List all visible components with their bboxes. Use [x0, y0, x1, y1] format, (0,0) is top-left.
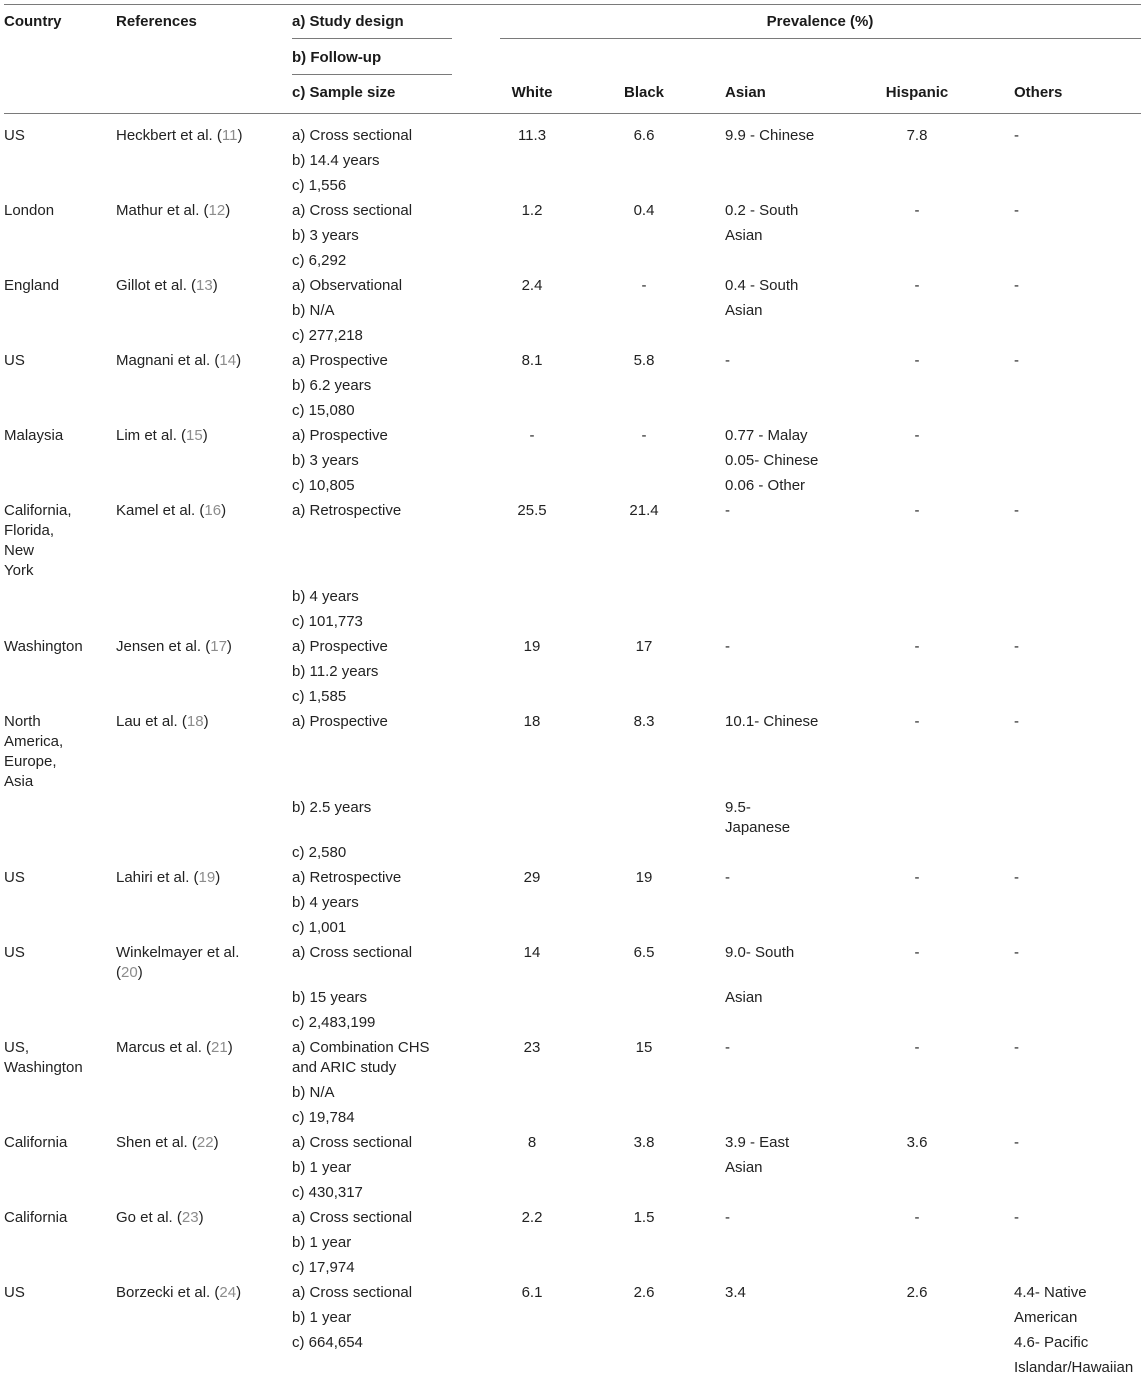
reference-author: Kamel et al.	[116, 502, 196, 519]
cell-others: -	[1014, 869, 1019, 886]
cell-design-line: a) Cross sectional	[292, 944, 413, 961]
cell-black: 6.5	[633, 944, 655, 961]
cell-design-line: a) Prospective	[292, 638, 388, 655]
reference-number-link[interactable]: 22	[196, 1134, 214, 1151]
cell-hispanic: 2.6	[906, 1284, 928, 1301]
cell-black: 2.6	[633, 1284, 655, 1301]
cell-asian: -	[725, 638, 730, 655]
cell-hispanic: -	[914, 1209, 920, 1226]
prevalence-divider	[500, 38, 1141, 39]
cell-asian: -	[725, 869, 730, 886]
reference-open-paren: (	[176, 427, 187, 444]
cell-hispanic: -	[914, 277, 920, 294]
cell-hispanic: -	[914, 352, 920, 369]
cell-black: -	[641, 277, 647, 294]
reference-open-paren: (	[177, 713, 187, 730]
cell-country: London	[4, 202, 55, 219]
cell-white: 2.2	[521, 1209, 543, 1226]
cell-hispanic: -	[914, 944, 920, 961]
header-hispanic: Hispanic	[885, 84, 949, 101]
cell-design-line: c) 10,805	[292, 477, 355, 494]
reference-close-paren: )	[236, 352, 242, 369]
cell-asian: 0.06 - Other	[725, 477, 806, 494]
cell-country: Malaysia	[4, 427, 64, 444]
reference-open-paren: (	[212, 127, 222, 144]
cell-design-line: a) Prospective	[292, 352, 388, 369]
reference-number-link[interactable]: 24	[219, 1284, 237, 1301]
cell-asian: -	[725, 1039, 730, 1056]
cell-design-line: c) 6,292	[292, 252, 347, 269]
cell-asian: 0.4 - South	[725, 277, 799, 294]
reference-number-link[interactable]: 11	[221, 127, 238, 144]
cell-black: 15	[635, 1039, 653, 1056]
reference-author: Shen et al.	[116, 1134, 188, 1151]
cell-reference	[116, 1208, 266, 1228]
cell-white: 1.2	[521, 202, 543, 219]
top-rule	[4, 4, 1141, 5]
cell-white: 2.4	[521, 277, 543, 294]
header-follow-up: b) Follow-up	[292, 49, 382, 66]
cell-design-line: b) 3 years	[292, 227, 359, 244]
cell-reference	[116, 943, 266, 983]
cell-reference	[116, 1133, 266, 1153]
cell-black: 0.4	[633, 202, 655, 219]
cell-asian: Asian	[725, 989, 763, 1006]
cell-others: Islandar/Hawaiian	[1014, 1359, 1134, 1376]
cell-reference	[116, 201, 266, 221]
cell-design-line: c) 2,580	[292, 844, 347, 861]
cell-others: -	[1014, 502, 1019, 519]
cell-white: 14	[523, 944, 541, 961]
cell-hispanic: -	[914, 202, 920, 219]
cell-black: 17	[635, 638, 653, 655]
cell-asian: 9.0- South	[725, 944, 795, 961]
cell-design-line: b) 1 year	[292, 1234, 352, 1251]
cell-country: North	[4, 713, 41, 730]
cell-country: New	[4, 542, 35, 559]
cell-design-line: a) Retrospective	[292, 869, 402, 886]
cell-country: Washington	[4, 638, 83, 655]
reference-close-paren: )	[213, 1134, 219, 1151]
cell-others: -	[1014, 352, 1019, 369]
reference-number-link[interactable]: 23	[181, 1209, 199, 1226]
cell-reference	[116, 637, 266, 657]
reference-close-paren: )	[236, 1284, 242, 1301]
cell-country: US	[4, 1284, 25, 1301]
cell-country: Europe,	[4, 753, 57, 770]
cell-design-line: c) 17,974	[292, 1259, 355, 1276]
reference-close-paren: )	[237, 127, 243, 144]
cell-white: 11.3	[517, 127, 547, 144]
cell-hispanic: -	[914, 427, 920, 444]
header-asian: Asian	[725, 84, 766, 101]
cell-reference	[116, 712, 266, 732]
reference-author: Jensen et al.	[116, 638, 202, 655]
cell-hispanic: 7.8	[906, 127, 928, 144]
cell-black: 3.8	[633, 1134, 655, 1151]
reference-number-link[interactable]: 16	[204, 502, 222, 519]
cell-design-line: c) 430,317	[292, 1184, 363, 1201]
cell-hispanic: -	[914, 638, 920, 655]
cell-others: -	[1014, 1134, 1019, 1151]
header-country: Country	[4, 13, 62, 30]
cell-others: -	[1014, 713, 1019, 730]
reference-open-paren: (	[201, 1039, 212, 1056]
cell-design-line: c) 101,773	[292, 613, 363, 630]
cell-design-line: c) 1,585	[292, 688, 347, 705]
cell-asian: 9.5-	[725, 799, 751, 816]
reference-author: Lahiri et al.	[116, 869, 190, 886]
cell-black: 6.6	[633, 127, 655, 144]
cell-white: 23	[523, 1039, 541, 1056]
cell-design-line: a) Cross sectional	[292, 127, 413, 144]
cell-others: -	[1014, 944, 1019, 961]
cell-reference	[116, 126, 266, 146]
reference-close-paren: )	[203, 713, 209, 730]
reference-author: Marcus et al.	[116, 1039, 202, 1056]
cell-white: -	[529, 427, 535, 444]
cell-design-line: c) 664,654	[292, 1334, 363, 1351]
cell-asian: 0.77 - Malay	[725, 427, 808, 444]
header-white: White	[511, 84, 553, 101]
reference-close-paren: )	[226, 638, 232, 655]
cell-design-line: c) 1,556	[292, 177, 347, 194]
cell-reference	[116, 276, 266, 296]
cell-black: 19	[635, 869, 653, 886]
cell-asian: -	[725, 352, 730, 369]
cell-design-line: c) 1,001	[292, 919, 347, 936]
cell-design-line: b) 14.4 years	[292, 152, 380, 169]
cell-black: 8.3	[633, 713, 655, 730]
header-references: References	[116, 13, 197, 30]
cell-design-line: a) Combination CHS	[292, 1039, 430, 1056]
cell-design-line: b) N/A	[292, 302, 335, 319]
reference-author: Lim et al.	[116, 427, 177, 444]
reference-author: Borzecki et al.	[116, 1284, 211, 1301]
cell-black: 1.5	[633, 1209, 655, 1226]
cell-design-line: a) Cross sectional	[292, 1134, 413, 1151]
cell-others: -	[1014, 638, 1019, 655]
cell-reference	[116, 868, 266, 888]
reference-close-paren: )	[137, 964, 143, 981]
cell-country: England	[4, 277, 60, 294]
cell-hispanic: -	[914, 869, 920, 886]
cell-asian: 0.2 - South	[725, 202, 799, 219]
reference-author: Mathur et al.	[116, 202, 200, 219]
reference-close-paren: )	[202, 427, 208, 444]
reference-number-link[interactable]: 17	[210, 638, 227, 655]
cell-white: 29	[523, 869, 541, 886]
cell-reference	[116, 351, 266, 371]
cell-design-line: a) Observational	[292, 277, 403, 294]
reference-author: Gillot et al.	[116, 277, 187, 294]
cell-design-line: b) 1 year	[292, 1309, 352, 1326]
cell-country: US	[4, 869, 25, 886]
cell-country: California	[4, 1209, 68, 1226]
cell-hispanic: 3.6	[906, 1134, 928, 1151]
cell-white: 8.1	[521, 352, 543, 369]
cell-black: -	[641, 427, 647, 444]
cell-asian: -	[725, 502, 730, 519]
reference-open-paren: (	[189, 869, 199, 886]
cell-country: California,	[4, 502, 72, 519]
cell-country: US	[4, 352, 25, 369]
cell-others: -	[1014, 127, 1019, 144]
cell-design-line: a) Cross sectional	[292, 1209, 413, 1226]
reference-close-paren: )	[227, 1039, 233, 1056]
cell-design-line: b) 4 years	[292, 588, 359, 605]
cell-design-line: c) 277,218	[292, 327, 363, 344]
reference-number-link[interactable]: 19	[198, 869, 216, 886]
reference-number-link[interactable]: 12	[208, 202, 226, 219]
reference-close-paren: )	[215, 869, 221, 886]
cell-design-line: c) 15,080	[292, 402, 355, 419]
cell-hispanic: -	[914, 1039, 920, 1056]
cell-design-line: b) 15 years	[292, 989, 368, 1006]
cell-country: US	[4, 127, 25, 144]
reference-author: Magnani et al.	[116, 352, 211, 369]
cell-asian: 10.1- Chinese	[725, 713, 819, 730]
cell-white: 19	[523, 638, 541, 655]
cell-country: Asia	[4, 773, 34, 790]
cell-others: -	[1014, 202, 1019, 219]
cell-others: -	[1014, 1039, 1019, 1056]
cell-others: 4.6- Pacific	[1014, 1334, 1089, 1351]
cell-white: 6.1	[521, 1284, 543, 1301]
reference-open-paren: (	[210, 1284, 220, 1301]
cell-white: 8	[527, 1134, 537, 1151]
reference-close-paren: )	[212, 277, 218, 294]
cell-design-line: b) 11.2 years	[292, 663, 379, 680]
reference-number-link[interactable]: 14	[219, 352, 237, 369]
cell-asian: 3.4	[725, 1284, 746, 1301]
cell-country: York	[4, 562, 34, 579]
cell-hispanic: -	[914, 502, 920, 519]
cell-reference	[116, 1038, 266, 1058]
cell-black: 5.8	[633, 352, 655, 369]
cell-country: California	[4, 1134, 68, 1151]
cell-country: US,	[4, 1039, 30, 1056]
reference-number-link[interactable]: 15	[186, 427, 203, 444]
cell-reference	[116, 1283, 266, 1303]
cell-others: -	[1014, 277, 1019, 294]
cell-white: 18	[523, 713, 541, 730]
cell-asian: Japanese	[725, 819, 791, 836]
cell-design-line: b) 4 years	[292, 894, 359, 911]
reference-author: Lau et al.	[116, 713, 178, 730]
cell-white: 25.5	[517, 502, 547, 519]
cell-reference	[116, 426, 266, 446]
reference-close-paren: )	[198, 1209, 204, 1226]
cell-design-line: b) N/A	[292, 1084, 335, 1101]
cell-design-line: c) 2,483,199	[292, 1014, 376, 1031]
reference-number-link[interactable]: 13	[196, 277, 213, 294]
study-design-divider	[292, 38, 452, 39]
reference-open-paren: (	[172, 1209, 182, 1226]
reference-open-paren: (	[199, 202, 209, 219]
cell-design-line: a) Cross sectional	[292, 1284, 413, 1301]
cell-country: America,	[4, 733, 64, 750]
cell-design-line: c) 19,784	[292, 1109, 355, 1126]
cell-country: Washington	[4, 1059, 83, 1076]
cell-design-line: and ARIC study	[292, 1059, 397, 1076]
reference-author: Go et al.	[116, 1209, 173, 1226]
reference-open-paren: (	[116, 964, 121, 981]
reference-close-paren: )	[221, 502, 227, 519]
reference-open-paren: (	[201, 638, 211, 655]
reference-number-link[interactable]: 21	[211, 1039, 228, 1056]
reference-open-paren: (	[186, 277, 197, 294]
cell-design-line: b) 3 years	[292, 452, 359, 469]
reference-number-link[interactable]: 18	[186, 713, 204, 730]
cell-asian: Asian	[725, 302, 763, 319]
cell-asian: -	[725, 1209, 730, 1226]
cell-design-line: a) Cross sectional	[292, 202, 413, 219]
cell-design-line: a) Retrospective	[292, 502, 402, 519]
header-bottom-rule	[4, 113, 1141, 114]
cell-hispanic: -	[914, 713, 920, 730]
cell-asian: 9.9 - Chinese	[725, 127, 815, 144]
reference-open-paren: (	[210, 352, 220, 369]
reference-author: Heckbert et al.	[116, 127, 213, 144]
header-study-design: a) Study design	[292, 13, 404, 30]
header-others: Others	[1014, 84, 1063, 101]
cell-design-line: b) 2.5 years	[292, 799, 372, 816]
cell-design-line: a) Prospective	[292, 427, 388, 444]
reference-close-paren: )	[225, 202, 231, 219]
reference-number-link[interactable]: 20	[121, 964, 138, 981]
header-prevalence: Prevalence (%)	[766, 13, 874, 30]
cell-design-line: a) Prospective	[292, 713, 388, 730]
cell-reference	[116, 501, 266, 521]
header-black: Black	[623, 84, 665, 101]
cell-asian: 3.9 - East	[725, 1134, 790, 1151]
cell-black: 21.4	[629, 502, 659, 519]
reference-open-paren: (	[195, 502, 205, 519]
cell-country: US	[4, 944, 25, 961]
cell-country: Florida,	[4, 522, 55, 539]
cell-design-line: b) 1 year	[292, 1159, 352, 1176]
cell-asian: 0.05- Chinese	[725, 452, 819, 469]
cell-asian: Asian	[725, 227, 763, 244]
reference-author: Winkelmayer et al.	[116, 944, 240, 961]
cell-asian: Asian	[725, 1159, 763, 1176]
cell-others: American	[1014, 1309, 1078, 1326]
cell-others: 4.4- Native	[1014, 1284, 1087, 1301]
cell-others: -	[1014, 1209, 1019, 1226]
follow-up-divider	[292, 74, 452, 75]
reference-open-paren: (	[187, 1134, 197, 1151]
header-sample-size: c) Sample size	[292, 84, 396, 101]
cell-design-line: b) 6.2 years	[292, 377, 372, 394]
